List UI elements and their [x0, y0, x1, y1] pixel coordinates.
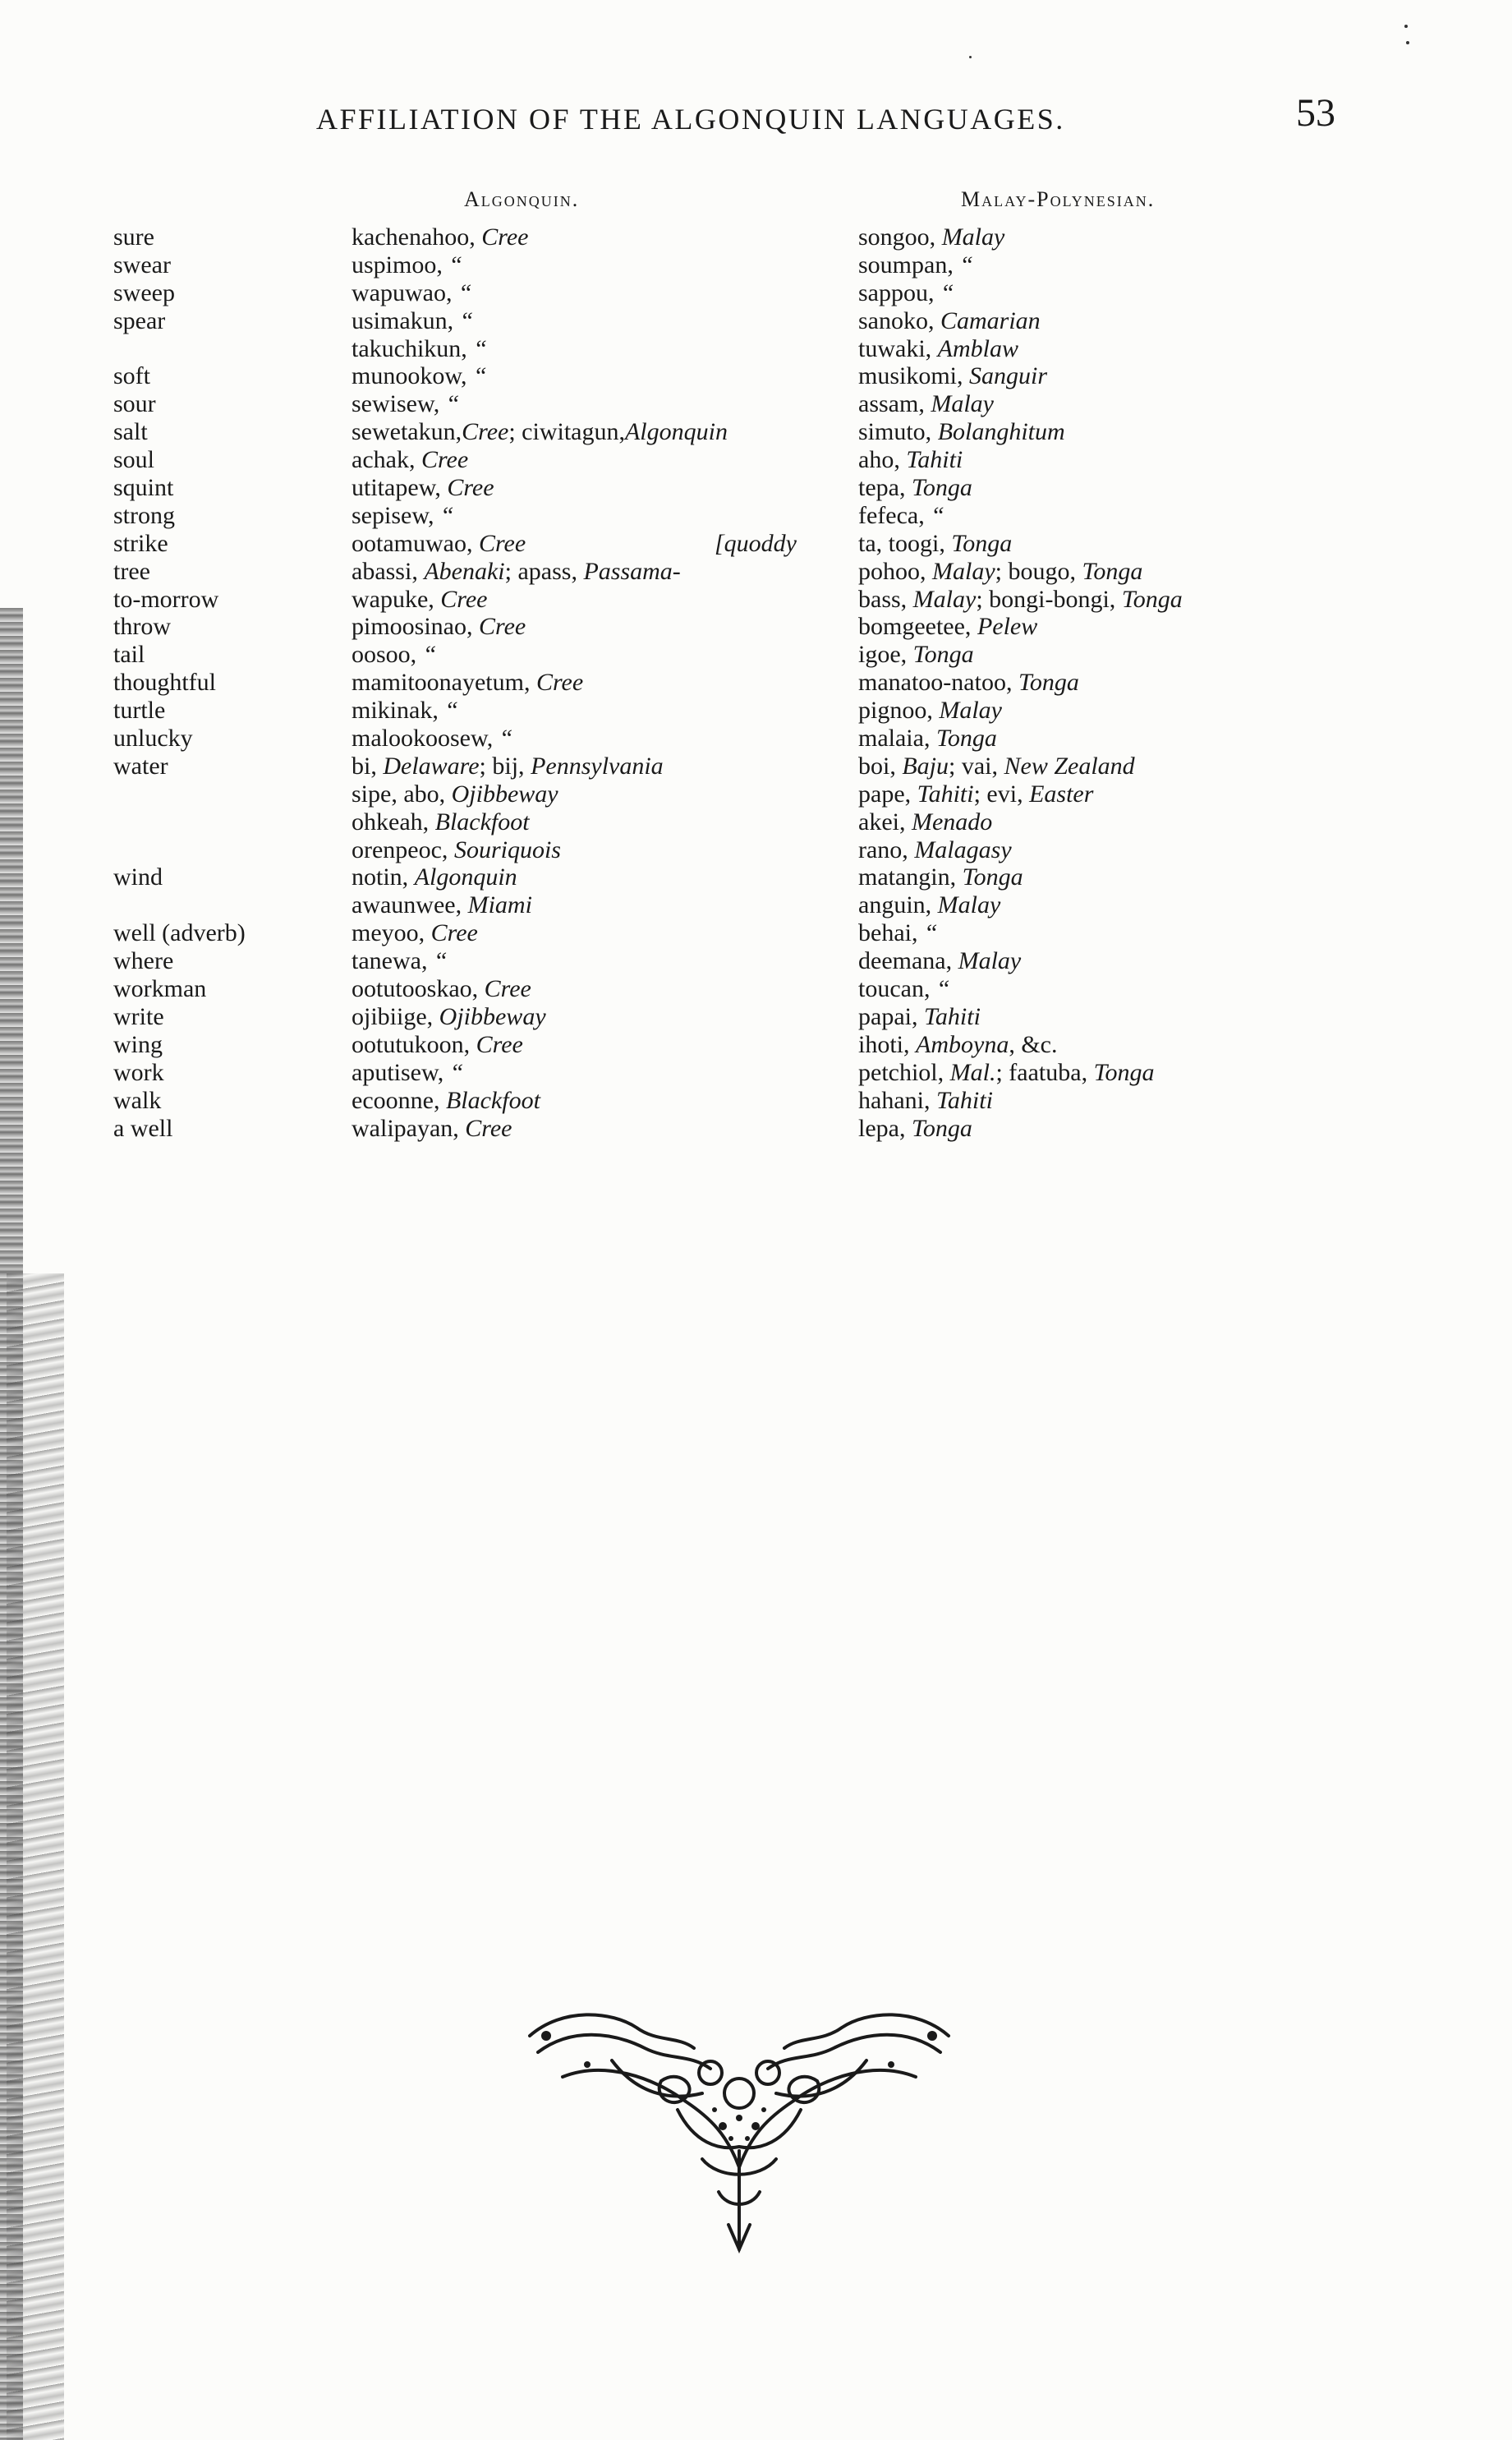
algonquin-source-2: Algonquin	[624, 418, 728, 446]
algonquin-word: awaunwee,	[352, 891, 468, 919]
vocabulary-row	[0, 502, 1512, 530]
malay-source: Malagasy	[914, 836, 1012, 863]
malay-word: lepa,	[858, 1114, 912, 1142]
malay-source-2: New Zealand	[1004, 752, 1135, 780]
vocabulary-row	[0, 362, 1512, 390]
malay-source: Malay	[941, 223, 1005, 251]
malay-word: manatoo-natoo,	[858, 669, 1018, 697]
algonquin-cell	[352, 530, 526, 558]
malay-word: bass,	[858, 585, 913, 613]
algonquin-cell	[352, 1003, 546, 1031]
malay-polynesian-cell	[858, 418, 1065, 446]
algonquin-cell	[352, 1031, 523, 1059]
vocabulary-row	[0, 335, 1512, 363]
algonquin-source: “	[449, 1058, 464, 1086]
algonquin-source: Cree	[462, 418, 509, 446]
english-word: turtle	[113, 697, 166, 725]
english-word: tree	[113, 557, 150, 585]
malay-word: soumpan,	[858, 251, 960, 279]
malay-word: pohoo,	[858, 557, 932, 585]
vocabulary-row	[0, 1031, 1512, 1059]
vocabulary-row	[0, 808, 1512, 836]
vocabulary-row	[0, 1115, 1512, 1143]
english-word: wing	[113, 1030, 163, 1058]
column-heading-algonquin: Algonquin.	[464, 187, 580, 211]
algonquin-cell	[352, 335, 487, 363]
vocabulary-row	[0, 446, 1512, 474]
malay-source: Tahiti	[917, 780, 974, 808]
algonquin-word: abassi,	[352, 557, 425, 585]
vocabulary-row	[0, 418, 1512, 446]
tailpiece-ornament-icon	[513, 2003, 965, 2258]
english-word: workman	[113, 975, 207, 1003]
malay-polynesian-cell	[858, 1087, 993, 1115]
vocabulary-row	[0, 1059, 1512, 1087]
malay-word: sanoko,	[858, 306, 940, 334]
malay-polynesian-cell	[858, 780, 1093, 808]
algonquin-word: sipe, abo,	[352, 780, 452, 808]
malay-word: fefeca,	[858, 501, 931, 529]
malay-source: Sanguir	[969, 362, 1048, 390]
algonquin-source-2: Pennsylvania	[531, 752, 664, 780]
english-word: throw	[113, 613, 171, 641]
algonquin-cell	[352, 641, 436, 669]
malay-polynesian-cell	[858, 863, 1023, 891]
malay-word: papai,	[858, 1002, 924, 1030]
algonquin-word: ohkeah,	[352, 808, 435, 836]
algonquin-source: “	[457, 279, 472, 306]
algonquin-source: Blackfoot	[434, 808, 530, 836]
algonquin-source: Souriquois	[453, 836, 561, 863]
english-word: strike	[113, 529, 168, 557]
algonquin-word: oosoo,	[352, 641, 423, 669]
malay-polynesian-cell	[858, 1115, 972, 1143]
english-word: squint	[113, 474, 174, 502]
malay-polynesian-cell	[858, 586, 1183, 614]
vocabulary-row	[0, 975, 1512, 1003]
algonquin-source: “	[445, 390, 460, 418]
malay-source: Malay	[937, 891, 1001, 919]
vocabulary-row	[0, 279, 1512, 307]
malay-polynesian-cell	[858, 223, 1004, 251]
malay-word: rano,	[858, 836, 915, 863]
english-word: a well	[113, 1114, 173, 1142]
vocabulary-row	[0, 669, 1512, 697]
malay-source-2: Easter	[1029, 780, 1094, 808]
malay-source: Tonga	[911, 1114, 972, 1142]
vocabulary-row	[0, 558, 1512, 586]
algonquin-source: “	[444, 697, 459, 725]
malay-word: deemana,	[858, 947, 958, 975]
algonquin-source: Cree	[484, 975, 531, 1003]
algonquin-source: Algonquin	[414, 863, 517, 891]
algonquin-word: aputisew,	[352, 1058, 450, 1086]
english-word: walk	[113, 1086, 162, 1114]
malay-word: assam,	[858, 390, 931, 418]
english-word: soft	[113, 362, 150, 390]
algonquin-cell	[352, 725, 512, 753]
algonquin-source: “	[433, 947, 448, 975]
malay-source: “	[940, 279, 954, 306]
algonquin-word: malookoosew,	[352, 725, 499, 753]
malay-source: Camarian	[940, 306, 1041, 334]
algonquin-extra: ; ciwitagun,	[508, 418, 625, 446]
vocabulary-row	[0, 223, 1512, 251]
english-word: salt	[113, 418, 148, 446]
english-word: sweep	[113, 279, 175, 306]
vocabulary-row	[0, 697, 1512, 725]
malay-source: Tonga	[951, 529, 1013, 557]
malay-source: Bolanghitum	[937, 418, 1065, 446]
vocabulary-row	[0, 390, 1512, 418]
malay-source: Malay	[912, 585, 977, 613]
algonquin-source: Ojibbeway	[451, 780, 558, 808]
malay-source: Tahiti	[923, 1002, 981, 1030]
vocabulary-row	[0, 1087, 1512, 1115]
algonquin-source: Cree	[440, 585, 488, 613]
algonquin-cell	[352, 613, 526, 641]
english-word: unlucky	[113, 725, 193, 753]
malay-source: Tonga	[962, 863, 1023, 891]
english-word: wind	[113, 863, 163, 891]
algonquin-word: uspimoo,	[352, 251, 449, 279]
malay-source: Tonga	[911, 474, 972, 502]
algonquin-word: sewetakun,	[352, 418, 462, 446]
english-word: strong	[113, 501, 175, 529]
algonquin-word: sewisew,	[352, 390, 446, 418]
vocabulary-row	[0, 780, 1512, 808]
column-heading-malay-polynesian: Malay-Polynesian.	[961, 187, 1156, 211]
algonquin-word: usimakun,	[352, 306, 460, 334]
algonquin-source: Delaware	[383, 752, 480, 780]
english-word: spear	[113, 306, 166, 334]
algonquin-cell	[352, 307, 473, 335]
algonquin-cell	[352, 390, 459, 418]
malay-word: ta, toogi,	[858, 529, 952, 557]
algonquin-word: orenpeoc,	[352, 836, 454, 863]
malay-word: simuto,	[858, 418, 938, 446]
algonquin-source: Cree	[430, 919, 478, 947]
malay-source: Malay	[958, 947, 1022, 975]
algonquin-source: Cree	[478, 529, 526, 557]
english-word: swear	[113, 251, 171, 279]
malay-extra: ; vai,	[949, 752, 1004, 780]
malay-polynesian-cell	[858, 836, 1012, 864]
malay-source: “	[931, 501, 944, 529]
algonquin-cell	[352, 558, 681, 586]
english-word: write	[113, 1002, 164, 1030]
algonquin-cell	[352, 279, 472, 307]
malay-word: igoe,	[858, 641, 913, 669]
algonquin-source: “	[459, 306, 474, 334]
page-number: 53	[1296, 91, 1335, 135]
malay-source: Malay	[939, 697, 1002, 725]
malay-extra: ; faatuba,	[995, 1058, 1094, 1086]
malay-polynesian-cell	[858, 1059, 1155, 1087]
malay-word: tepa,	[858, 474, 912, 502]
algonquin-source: “	[499, 725, 513, 753]
malay-polynesian-cell	[858, 947, 1021, 975]
algonquin-word: ecoonne,	[352, 1086, 446, 1114]
english-word: tail	[113, 641, 145, 669]
algonquin-cell	[352, 446, 468, 474]
malay-polynesian-cell	[858, 753, 1135, 780]
malay-extra: , &c.	[1009, 1030, 1058, 1058]
vocabulary-row	[0, 891, 1512, 919]
malay-polynesian-cell	[858, 446, 963, 474]
english-word: well (adverb)	[113, 919, 246, 947]
malay-polynesian-cell	[858, 362, 1047, 390]
algonquin-source: Cree	[465, 1114, 512, 1142]
algonquin-word: wapuke,	[352, 585, 441, 613]
vocabulary-row	[0, 1003, 1512, 1031]
algonquin-word: takuchikun,	[352, 334, 474, 362]
malay-polynesian-cell	[858, 474, 972, 502]
algonquin-word: notin,	[352, 863, 415, 891]
malay-word: musikomi,	[858, 362, 970, 390]
malay-word: hahani,	[858, 1086, 936, 1114]
malay-word: pignoo,	[858, 697, 940, 725]
vocabulary-row	[0, 641, 1512, 669]
algonquin-cell	[352, 502, 454, 530]
vocabulary-row	[0, 530, 1512, 558]
malay-word: petchiol,	[858, 1058, 950, 1086]
algonquin-source: Cree	[447, 474, 494, 502]
vocabulary-row	[0, 251, 1512, 279]
algonquin-source: “	[473, 334, 487, 362]
malay-source: Mal.	[949, 1058, 996, 1086]
scan-speck	[1406, 41, 1409, 44]
malay-polynesian-cell	[858, 502, 944, 530]
algonquin-cell	[352, 919, 478, 947]
algonquin-word: pimoosinao,	[352, 613, 479, 641]
algonquin-word: ootutukoon,	[352, 1030, 476, 1058]
vocabulary-row	[0, 753, 1512, 780]
algonquin-word: ootutooskao,	[352, 975, 485, 1003]
vocabulary-table	[0, 223, 1512, 1142]
vocabulary-row	[0, 863, 1512, 891]
malay-polynesian-cell	[858, 669, 1079, 697]
algonquin-source: Cree	[479, 613, 526, 641]
malay-source: Tonga	[912, 641, 974, 669]
algonquin-cell	[352, 474, 494, 502]
vocabulary-row	[0, 474, 1512, 502]
malay-polynesian-cell	[858, 279, 954, 307]
malay-polynesian-cell	[858, 808, 992, 836]
algonquin-cell	[352, 669, 583, 697]
malay-extra: ; evi,	[973, 780, 1030, 808]
algonquin-cell	[352, 251, 462, 279]
malay-polynesian-cell	[858, 613, 1037, 641]
malay-polynesian-cell	[858, 390, 994, 418]
algonquin-cell	[352, 753, 664, 780]
vocabulary-row	[0, 586, 1512, 614]
algonquin-source: Abenaki	[424, 557, 505, 585]
algonquin-word: mamitoonayetum,	[352, 669, 536, 697]
vocabulary-row	[0, 307, 1512, 335]
algonquin-word: munookow,	[352, 362, 474, 390]
algonquin-source: Blackfoot	[445, 1086, 540, 1114]
algonquin-source: “	[448, 251, 463, 279]
algonquin-cell	[352, 808, 530, 836]
english-word: sure	[113, 223, 154, 251]
malay-word: tuwaki,	[858, 334, 938, 362]
malay-word: behai,	[858, 919, 924, 947]
malay-word: malaia,	[858, 725, 936, 753]
malay-word: matangin,	[858, 863, 963, 891]
malay-source: Tonga	[935, 725, 997, 753]
malay-source: Menado	[911, 808, 993, 836]
malay-word: pape,	[858, 780, 917, 808]
malay-source: “	[935, 975, 950, 1003]
malay-polynesian-cell	[858, 975, 950, 1003]
algonquin-word: mikinak,	[352, 697, 445, 725]
malay-source-2: Tonga	[1093, 1058, 1155, 1086]
malay-word: anguin,	[858, 891, 938, 919]
algonquin-cell	[352, 586, 488, 614]
english-word: sour	[113, 390, 156, 418]
vocabulary-row	[0, 919, 1512, 947]
malay-word: aho,	[858, 446, 907, 474]
algonquin-word: walipayan,	[352, 1114, 466, 1142]
algonquin-source: Cree	[476, 1030, 523, 1058]
scan-speck	[969, 56, 972, 58]
algonquin-source: “	[473, 362, 487, 390]
continuation-note: [quoddy	[715, 529, 797, 557]
malay-word: toucan,	[858, 975, 936, 1003]
malay-source-2: Tonga	[1082, 557, 1143, 585]
algonquin-cell	[352, 362, 487, 390]
algonquin-extra: ; apass,	[504, 557, 584, 585]
algonquin-word: utitapew,	[352, 474, 448, 502]
malay-polynesian-cell	[858, 1003, 981, 1031]
english-word: to-morrow	[113, 585, 219, 613]
algonquin-extra: ; bij,	[479, 752, 531, 780]
english-word: water	[113, 752, 168, 780]
running-head: AFFILIATION OF THE ALGONQUIN LANGUAGES.	[316, 103, 1065, 136]
algonquin-source: Cree	[481, 223, 529, 251]
malay-source: “	[923, 919, 938, 947]
algonquin-source: Ojibbeway	[439, 1002, 546, 1030]
algonquin-word: ootamuwao,	[352, 529, 479, 557]
malay-source: Amblaw	[937, 334, 1018, 362]
algonquin-word: achak,	[352, 446, 421, 474]
algonquin-word: wapuwao,	[352, 279, 458, 306]
algonquin-cell	[352, 1059, 463, 1087]
malay-polynesian-cell	[858, 335, 1018, 363]
algonquin-cell	[352, 780, 558, 808]
malay-source: Malay	[931, 390, 994, 418]
malay-extra: ; bougo,	[995, 557, 1082, 585]
algonquin-cell	[352, 418, 728, 446]
malay-word: akei,	[858, 808, 912, 836]
malay-polynesian-cell	[858, 919, 938, 947]
algonquin-cell	[352, 697, 458, 725]
malay-source: Amboyna	[916, 1030, 1009, 1058]
scan-speck	[1404, 25, 1408, 28]
algonquin-word: ojibiige,	[352, 1002, 439, 1030]
algonquin-cell	[352, 836, 561, 864]
algonquin-cell	[352, 1087, 540, 1115]
english-word: thoughtful	[113, 669, 216, 697]
malay-polynesian-cell	[858, 641, 974, 669]
malay-word: boi,	[858, 752, 903, 780]
algonquin-cell	[352, 1115, 512, 1143]
malay-polynesian-cell	[858, 307, 1041, 335]
malay-polynesian-cell	[858, 251, 973, 279]
algonquin-source: “	[422, 641, 437, 669]
algonquin-cell	[352, 975, 531, 1003]
algonquin-source: Cree	[421, 446, 469, 474]
malay-source: “	[959, 251, 974, 279]
algonquin-word: bi,	[352, 752, 384, 780]
algonquin-cell	[352, 223, 528, 251]
english-word: work	[113, 1058, 164, 1086]
vocabulary-row	[0, 836, 1512, 864]
malay-source: Baju	[902, 752, 949, 780]
english-word: soul	[113, 446, 155, 474]
algonquin-word: tanewa,	[352, 947, 434, 975]
algonquin-word: meyoo,	[352, 919, 431, 947]
malay-word: bomgeetee,	[858, 613, 977, 641]
scan-edge-noise	[7, 1273, 64, 2440]
malay-polynesian-cell	[858, 697, 1002, 725]
malay-source: Pelew	[977, 613, 1038, 641]
malay-word: ihoti,	[858, 1030, 917, 1058]
malay-extra: ; bongi-bongi,	[976, 585, 1122, 613]
algonquin-cell	[352, 947, 448, 975]
vocabulary-row	[0, 613, 1512, 641]
english-word: where	[113, 947, 174, 975]
algonquin-cell	[352, 863, 517, 891]
algonquin-source: “	[440, 501, 454, 529]
malay-source: Tonga	[1018, 669, 1079, 697]
algonquin-cell	[352, 891, 532, 919]
algonquin-source: Miami	[467, 891, 532, 919]
malay-source: Tahiti	[935, 1086, 993, 1114]
malay-source: Malay	[932, 557, 995, 585]
malay-source-2: Tonga	[1121, 585, 1183, 613]
malay-word: songoo,	[858, 223, 942, 251]
algonquin-source-2: Passama-	[583, 557, 681, 585]
malay-word: sappou,	[858, 279, 940, 306]
vocabulary-row	[0, 725, 1512, 753]
algonquin-source: Cree	[535, 669, 584, 697]
malay-polynesian-cell	[858, 725, 997, 753]
malay-source: Tahiti	[906, 446, 963, 474]
algonquin-word: kachenahoo,	[352, 223, 482, 251]
malay-polynesian-cell	[858, 558, 1142, 586]
algonquin-word: sepisew,	[352, 501, 441, 529]
vocabulary-row	[0, 947, 1512, 975]
malay-polynesian-cell	[858, 1031, 1057, 1059]
malay-polynesian-cell	[858, 891, 1000, 919]
malay-polynesian-cell	[858, 530, 1012, 558]
